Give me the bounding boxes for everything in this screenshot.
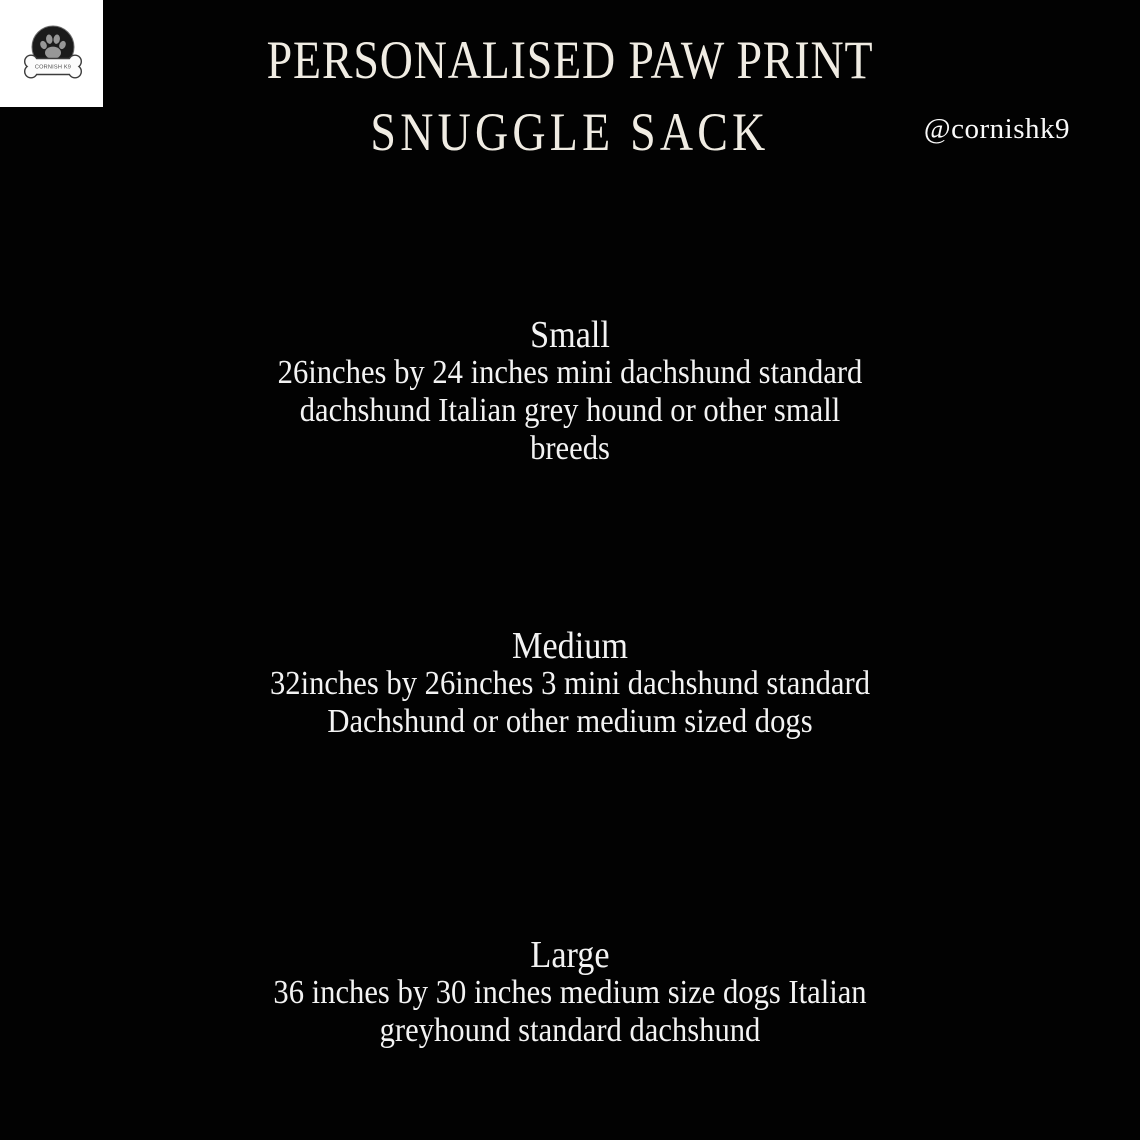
- size-description-line: breeds: [530, 430, 610, 467]
- title-line-2: SNUGGLE SACK: [370, 102, 770, 162]
- size-description-line: dachshund Italian grey hound or other small: [299, 392, 841, 429]
- size-heading-small: Small: [530, 314, 610, 356]
- size-description-line: greyhound standard dachshund: [379, 1012, 761, 1049]
- size-section-large: [210, 936, 930, 1050]
- size-section-medium: [210, 627, 930, 741]
- logo-brand-text: CORNISH K9: [34, 64, 72, 71]
- size-description-line: 36 inches by 30 inches medium size dogs Italian: [273, 974, 867, 1011]
- size-heading-large: Large: [530, 934, 610, 976]
- size-section-small: [210, 316, 930, 468]
- social-handle: @cornishk9: [923, 113, 1070, 145]
- size-heading-medium: Medium: [512, 625, 628, 667]
- size-description-line: 26inches by 24 inches mini dachshund standard: [277, 354, 863, 391]
- size-description-line: Dachshund or other medium sized dogs: [327, 703, 813, 740]
- page-title: [86, 24, 1055, 168]
- title-line-1: PERSONALISED PAW PRINT: [266, 30, 874, 90]
- size-description-line: 32inches by 26inches 3 mini dachshund standard: [270, 665, 870, 702]
